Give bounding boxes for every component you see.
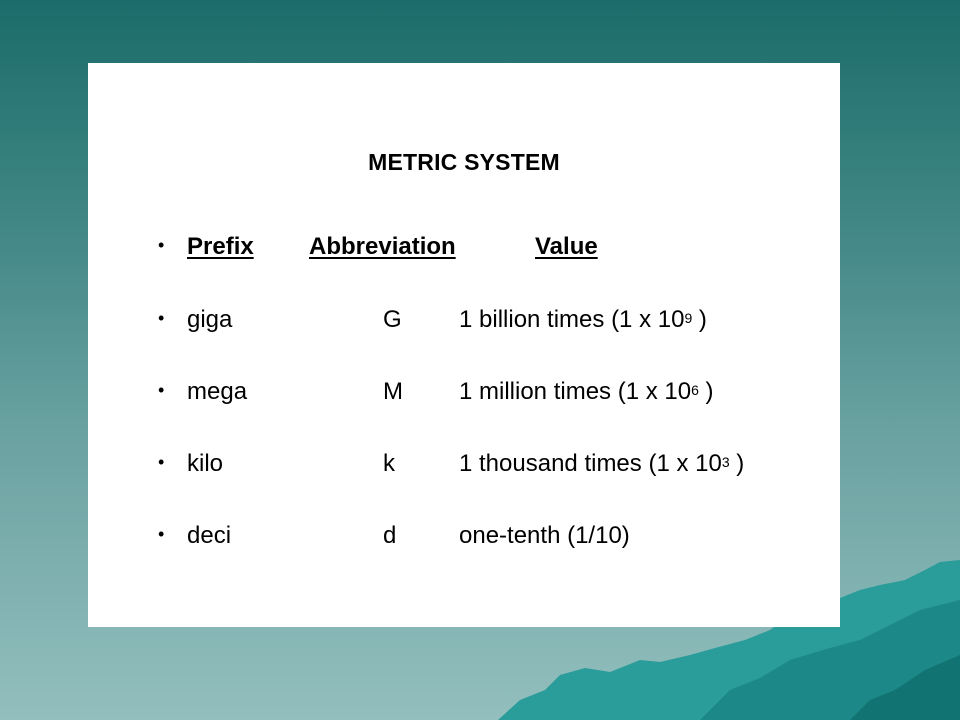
value-cell: one-tenth (1/10): [459, 522, 630, 549]
value-cell: 1 million times (1 x $10^6$ ): [459, 378, 714, 405]
bullet-icon: •: [158, 380, 165, 400]
bullet-icon: •: [158, 524, 165, 544]
header-value: Value: [535, 233, 598, 260]
abbreviation-cell: d: [383, 522, 397, 549]
value-cell: 1 thousand times (1 x $10^3$ ): [459, 450, 745, 477]
slide-title: METRIC SYSTEM: [368, 149, 560, 175]
header-prefix: Prefix: [187, 233, 254, 260]
header-abbreviation: Abbreviation: [309, 233, 456, 260]
header-row: [88, 233, 840, 265]
prefix-cell: mega: [187, 378, 248, 405]
bullet-icon: •: [158, 452, 165, 472]
prefix-cell: giga: [187, 306, 233, 333]
abbreviation-cell: G: [383, 306, 402, 333]
list-item: [88, 306, 840, 338]
list-item: [88, 378, 840, 410]
bullet-icon: •: [158, 308, 165, 328]
prefix-cell: kilo: [187, 450, 224, 477]
content-panel: [88, 63, 840, 627]
list-item: [88, 522, 840, 554]
abbreviation-cell: M: [383, 378, 403, 405]
bullet-icon: •: [158, 235, 165, 255]
abbreviation-cell: k: [383, 450, 395, 477]
prefix-cell: deci: [187, 522, 232, 549]
list-item: [88, 450, 840, 482]
value-cell: 1 billion times (1 x $10^9$ ): [459, 306, 707, 333]
